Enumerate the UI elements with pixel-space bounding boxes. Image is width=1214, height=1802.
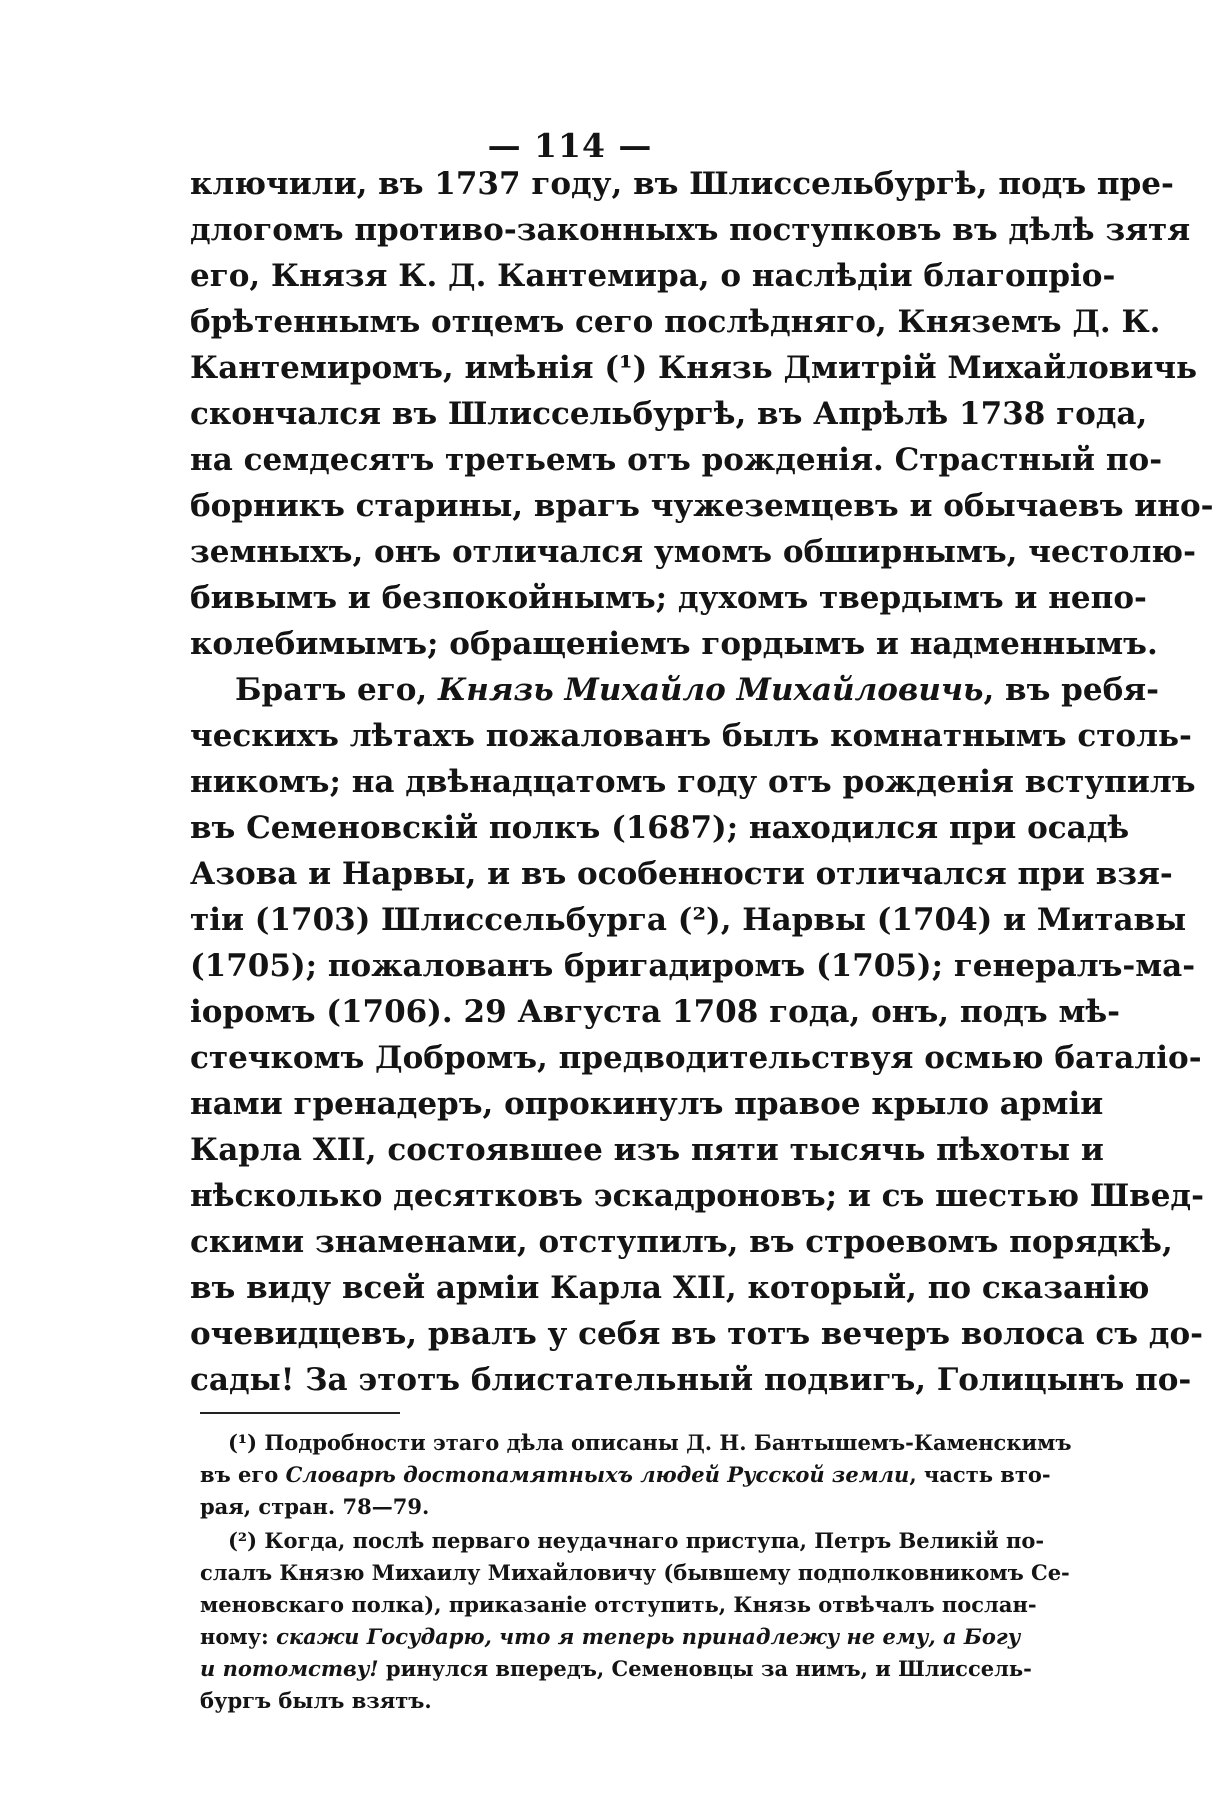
italic-name: Князь Михайло Михайловичь xyxy=(438,672,984,708)
text-line: земныхъ, онъ отличался умомъ обширнымъ, честолю- xyxy=(190,534,1196,570)
italic-title: Словарѣ достопамятныхъ людей Русской земли xyxy=(285,1462,910,1487)
text-line: (1705); пожалованъ бригадиромъ (1705); генералъ-ма- xyxy=(190,948,1196,984)
text-line: колебимымъ; обращеніемъ гордымъ и надменнымъ. xyxy=(190,626,1158,662)
text-line: въ Семеновскій полкъ (1687); находился при осадѣ xyxy=(190,810,1130,846)
text-line: сады! За этотъ блистательный подвигъ, Голицынъ по- xyxy=(190,1362,1192,1398)
text-run: , въ ребя- xyxy=(983,672,1160,708)
text-line: борникъ старины, врагъ чужеземцевъ и обычаевъ ино- xyxy=(190,488,1214,524)
footnote-line: меновскаго полка), приказаніе отступить, Князь отвѣчалъ послан- xyxy=(200,1592,1037,1617)
text-line: его, Князя К. Д. Кантемира, о наслѣдіи благопріо- xyxy=(190,258,1116,294)
footnote-line xyxy=(200,1458,1051,1492)
footnote-line: (²) Когда, послѣ перваго неудачнаго приступа, Петръ Великій по- xyxy=(228,1528,1045,1553)
text-line: Кантемиромъ, имѣнія (¹) Князь Дмитрій Михайловичь xyxy=(190,350,1198,386)
footnote-line: бургъ былъ взятъ. xyxy=(200,1688,432,1713)
footnote-line: рая, стран. 78—79. xyxy=(200,1494,430,1519)
text-run: Братъ его, xyxy=(235,672,439,708)
footnote-line: (¹) Подробности этаго дѣла описаны Д. Н. Бантышемъ-Каменскимъ xyxy=(228,1430,1072,1455)
text-line: Азова и Нарвы, и въ особенности отличался при взя- xyxy=(190,856,1173,892)
text-line: скими знаменами, отступилъ, въ строевомъ порядкѣ, xyxy=(190,1224,1173,1260)
text-line: стечкомъ Добромъ, предводительствуя осмью баталіо- xyxy=(190,1040,1202,1076)
text-line: очевидцевъ, рвалъ у себя въ тотъ вечеръ волоса съ до- xyxy=(190,1316,1204,1352)
text-line: ческихъ лѣтахъ пожалованъ былъ комнатнымъ столь- xyxy=(190,718,1192,754)
text-line: іоромъ (1706). 29 Августа 1708 года, онъ, подъ мѣ- xyxy=(190,994,1121,1030)
text-line: брѣтеннымъ отцемъ сего послѣдняго, Княземъ Д. К. xyxy=(190,304,1161,340)
text-line: скончался въ Шлиссельбургѣ, въ Апрѣлѣ 1738 года, xyxy=(190,396,1148,432)
text-line: ключили, въ 1737 году, въ Шлиссельбургѣ, подъ пре- xyxy=(190,166,1174,202)
italic-quote: и потомству! xyxy=(200,1656,379,1681)
text-line: на семдесятъ третьемъ отъ рожденія. Страстный по- xyxy=(190,442,1163,478)
text-run: ному: xyxy=(200,1624,277,1649)
text-line: тіи (1703) Шлиссельбурга (²), Нарвы (1704) и Митавы xyxy=(190,902,1187,938)
footnote-rule xyxy=(200,1412,400,1414)
page-number: — 114 — xyxy=(487,126,653,165)
text-line: бивымъ и безпокойнымъ; духомъ твердымъ и непо- xyxy=(190,580,1147,616)
text-line: въ виду всей арміи Карла XII, который, по сказанію xyxy=(190,1270,1150,1306)
text-line: нѣсколько десятковъ эскадроновъ; и съ шестью Швед- xyxy=(190,1178,1204,1214)
text-run: , часть вто- xyxy=(909,1462,1051,1487)
text-line: Карла XII, состоявшее изъ пяти тысячь пѣхоты и xyxy=(190,1132,1104,1168)
text-run: ринулся впередъ, Семеновцы за нимъ, и Шлиссель- xyxy=(378,1656,1032,1681)
text-line: нами гренадеръ, опрокинулъ правое крыло арміи xyxy=(190,1086,1104,1122)
footnote-line xyxy=(200,1620,1021,1654)
footnote-line xyxy=(200,1652,1032,1686)
footnote-line: слалъ Князю Михаилу Михайловичу (бывшему подполковникомъ Се- xyxy=(200,1560,1070,1585)
text-run: въ его xyxy=(200,1462,286,1487)
text-line: никомъ; на двѣнадцатомъ году отъ рожденія вступилъ xyxy=(190,764,1196,800)
text-line: длогомъ противо-законныхъ поступковъ въ дѣлѣ зятя xyxy=(190,212,1191,248)
italic-quote: скажи Государю, что я теперь принадлежу не ему, а Богу xyxy=(276,1624,1021,1649)
